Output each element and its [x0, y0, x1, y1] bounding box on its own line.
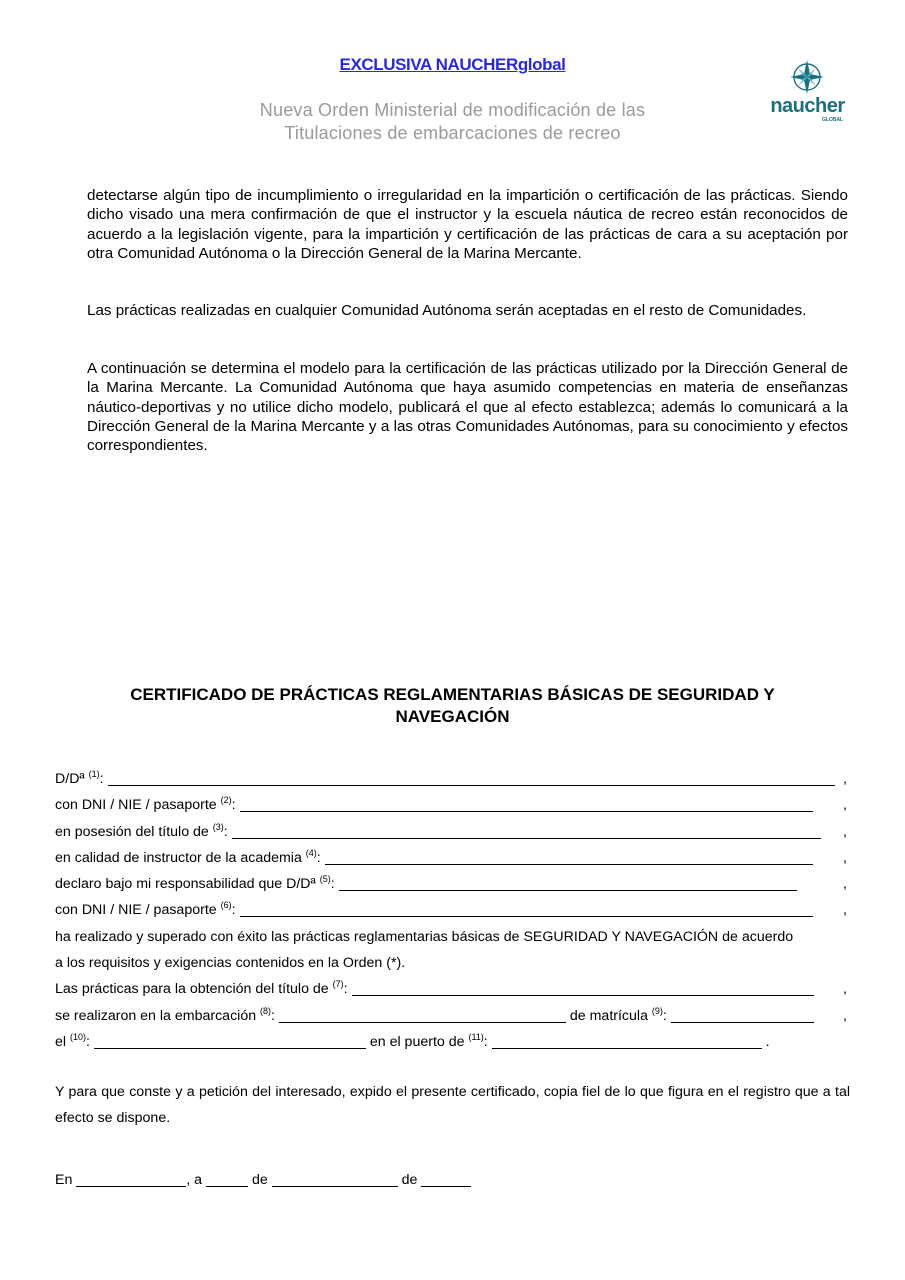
statement-line-1: ha realizado y superado con éxito las prácticas reglamentarias básicas de SEGURIDAD Y NAVEGACIÓN de acuerdo — [55, 928, 794, 945]
colon: : — [271, 1007, 275, 1024]
footnote-ref: (9) — [651, 1005, 663, 1016]
field-row-title — [55, 819, 850, 845]
colon: : — [483, 1033, 488, 1050]
footnote-ref: (4) — [305, 847, 317, 858]
footnote-ref: (8) — [260, 1005, 272, 1016]
subtitle-line-2: Titulaciones de embarcaciones de recreo — [284, 123, 621, 143]
logo-subtext: GLOBAL — [822, 117, 844, 123]
field-row-date-port — [55, 1029, 850, 1055]
comma: , — [843, 902, 847, 919]
student-name-field-blank[interactable] — [339, 876, 797, 891]
field-label: en posesión del título de — [55, 823, 213, 840]
field-row-name — [55, 766, 850, 792]
field-label: el — [55, 1033, 70, 1050]
vessel-field-blank[interactable] — [279, 1008, 566, 1023]
field-row-academy — [55, 845, 850, 871]
name-field-blank[interactable] — [108, 771, 835, 786]
comma: , — [843, 797, 847, 814]
subtitle-line-1: Nueva Orden Ministerial de modificación de las — [259, 100, 646, 120]
colon: : — [223, 823, 228, 840]
field-label: declaro bajo mi responsabilidad que D/Dª — [55, 876, 320, 893]
certificate-form — [55, 766, 850, 1055]
certificate-title — [60, 684, 845, 728]
field-row-declarant — [55, 871, 850, 897]
colon: : — [231, 902, 236, 919]
field-row-practice-title — [55, 976, 850, 1002]
field-label: D/Dª — [55, 771, 89, 787]
logo-wordmark: naucher — [770, 95, 845, 117]
comma: , — [843, 876, 847, 893]
year-field-blank[interactable] — [421, 1172, 471, 1187]
closing-statement: Y para que conste y a petición del interesado, expido el presente certificado, copia fiel de lo que figura en el registro que a tal efecto se dispone. — [55, 1084, 850, 1127]
exclusive-header-link[interactable]: EXCLUSIVA NAUCHERglobal — [339, 55, 566, 74]
field-row-student-dni — [55, 897, 850, 923]
footnote-ref: (2) — [220, 795, 232, 806]
field-row-dni — [55, 792, 850, 818]
date-label-en: En — [55, 1172, 77, 1188]
certificate-title-line-2: NAVEGACIÓN — [395, 707, 510, 726]
period: . — [765, 1033, 770, 1050]
field-row-vessel — [55, 1003, 850, 1029]
colon: : — [662, 1007, 667, 1024]
field-label: de matrícula — [565, 1007, 652, 1024]
field-label: se realizaron en la embarcación — [55, 1007, 261, 1024]
title-field-blank[interactable] — [232, 824, 821, 839]
comma: , — [843, 771, 847, 787]
statement-line-2: a los requisitos y exigencias contenidos en la Orden (*). — [55, 955, 406, 972]
compass-rose-icon — [760, 58, 855, 98]
paragraph-1: detectarse algún tipo de incumplimiento o irregularidad en la impartición o certificación de las prácticas. Siendo dicho visado una mera confirmación de que el instructor y la escuela náutica de recreo están reconocidos de acuerdo a la legislación vigente, para la impartición y certificación de las prácticas de cara a su aceptación por otra Comunidad Autónoma o la Dirección General de la Marina Mercante. — [87, 187, 848, 262]
student-dni-field-blank[interactable] — [240, 902, 813, 917]
field-label: con DNI / NIE / pasaporte — [55, 797, 221, 814]
port-field-blank[interactable] — [492, 1034, 762, 1049]
place-field-blank[interactable] — [76, 1172, 186, 1187]
comma: , — [843, 849, 847, 866]
field-label: en el puerto de — [365, 1033, 469, 1050]
date-label-de: de — [248, 1172, 272, 1188]
certificate-title-line-1: CERTIFICADO DE PRÁCTICAS REGLAMENTARIAS BÁSICAS DE SEGURIDAD Y — [130, 685, 775, 704]
colon: : — [316, 849, 321, 866]
footnote-ref: (6) — [220, 900, 232, 911]
colon: : — [343, 981, 348, 998]
date-label-de: de — [397, 1172, 422, 1188]
colon: : — [330, 876, 335, 893]
day-field-blank[interactable] — [206, 1172, 248, 1187]
date-label-a: , a — [186, 1172, 207, 1188]
colon: : — [231, 797, 236, 814]
footnote-ref: (10) — [69, 1031, 86, 1042]
place-date-line — [55, 1167, 471, 1193]
field-label: en calidad de instructor de la academia — [55, 849, 306, 866]
colon: : — [99, 771, 104, 787]
footnote-ref: (1) — [88, 769, 100, 779]
colon: : — [86, 1033, 90, 1050]
paragraph-3: A continuación se determina el modelo para la certificación de las prácticas utilizado por la Dirección General de la Marina Mercante. La Comunidad Autónoma que haya asumido competencias en materia de enseñanzas náutico-deportivas y no utilice dicho modelo, publicará el que al efecto establezca; además lo comunicará a la Dirección General de la Marina Mercante y a las otras Comunidades Autónomas, para su conocimiento y efectos correspondientes. — [87, 360, 848, 455]
footnote-ref: (5) — [319, 874, 331, 885]
footnote-ref: (11) — [468, 1031, 484, 1042]
month-field-blank[interactable] — [272, 1172, 398, 1187]
footnote-ref: (7) — [332, 979, 344, 990]
paragraph-2: Las prácticas realizadas en cualquier Comunidad Autónoma serán aceptadas en el resto de Comunidades. — [87, 302, 807, 319]
academy-field-blank[interactable] — [325, 850, 813, 865]
field-label: Las prácticas para la obtención del título de — [55, 981, 333, 998]
comma: , — [843, 823, 847, 840]
practice-title-field-blank[interactable] — [352, 981, 814, 996]
date-field-blank[interactable] — [94, 1034, 366, 1049]
comma: , — [843, 981, 847, 998]
dni-field-blank[interactable] — [240, 797, 813, 812]
footnote-ref: (3) — [212, 821, 224, 832]
registration-field-blank[interactable] — [671, 1008, 814, 1023]
field-label: con DNI / NIE / pasaporte — [55, 902, 221, 919]
comma: , — [843, 1007, 847, 1024]
naucher-logo — [760, 58, 855, 126]
